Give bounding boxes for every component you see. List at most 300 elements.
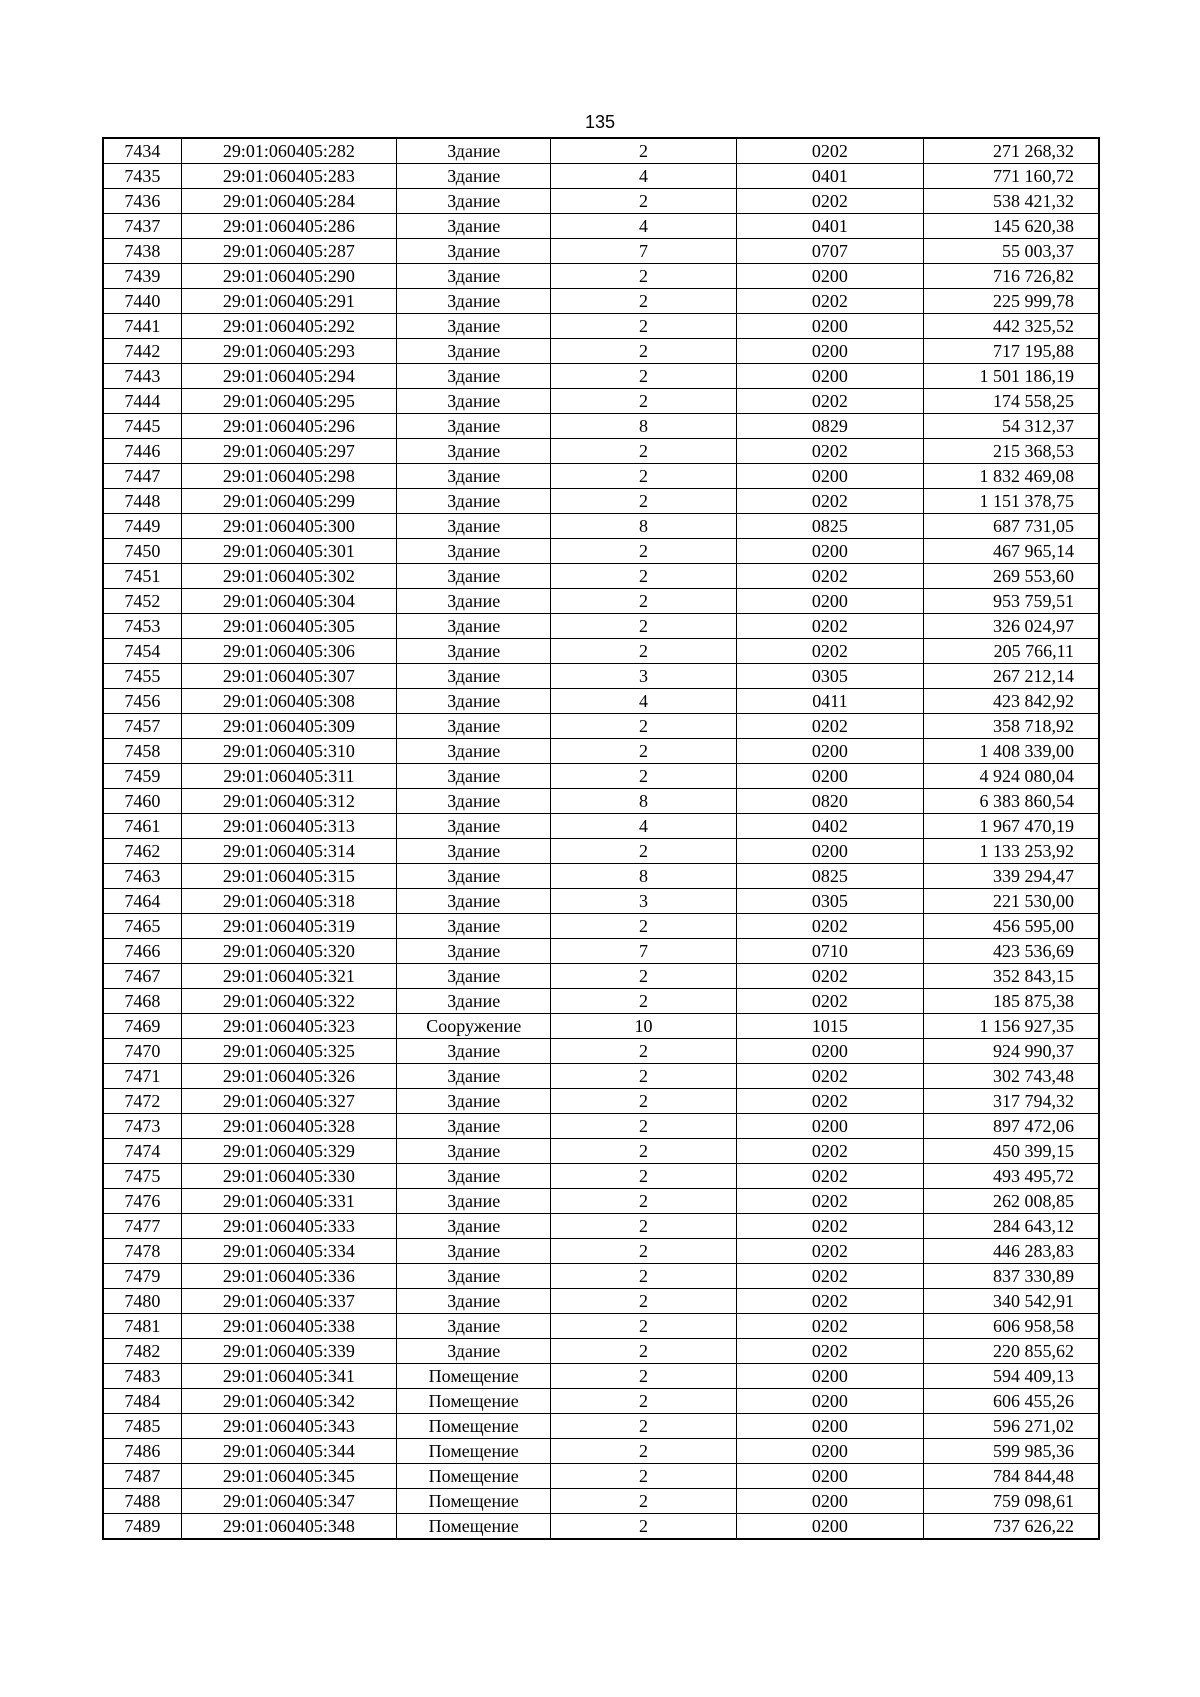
subgroup-code-cell: 0202: [736, 1189, 923, 1214]
cadastral-number-cell: 29:01:060405:300: [181, 514, 396, 539]
group-code-cell: 2: [551, 1214, 736, 1239]
subgroup-code-cell: 0825: [736, 514, 923, 539]
group-code-cell: 3: [551, 889, 736, 914]
cadastral-number-cell: 29:01:060405:341: [181, 1364, 396, 1389]
table-row: [103, 339, 1099, 364]
group-code-cell: 7: [551, 239, 736, 264]
table-row: [103, 964, 1099, 989]
group-code-cell: 2: [551, 839, 736, 864]
table-row: [103, 989, 1099, 1014]
cadastral-value-cell: 493 495,72: [924, 1164, 1099, 1189]
row-number-cell: 7437: [103, 214, 181, 239]
subgroup-code-cell: 0202: [736, 614, 923, 639]
object-type-cell: Здание: [397, 138, 551, 164]
cadastral-value-cell: 596 271,02: [924, 1414, 1099, 1439]
subgroup-code-cell: 0200: [736, 1364, 923, 1389]
group-code-cell: 7: [551, 939, 736, 964]
group-code-cell: 4: [551, 689, 736, 714]
subgroup-code-cell: 0200: [736, 589, 923, 614]
subgroup-code-cell: 0305: [736, 664, 923, 689]
subgroup-code-cell: 0202: [736, 189, 923, 214]
object-type-cell: Помещение: [397, 1514, 551, 1540]
group-code-cell: 2: [551, 989, 736, 1014]
table-row: [103, 1364, 1099, 1389]
table-row: [103, 889, 1099, 914]
cadastral-number-cell: 29:01:060405:333: [181, 1214, 396, 1239]
subgroup-code-cell: 0202: [736, 1064, 923, 1089]
row-number-cell: 7470: [103, 1039, 181, 1064]
cadastral-number-cell: 29:01:060405:313: [181, 814, 396, 839]
group-code-cell: 2: [551, 138, 736, 164]
group-code-cell: 2: [551, 464, 736, 489]
cadastral-number-cell: 29:01:060405:321: [181, 964, 396, 989]
cadastral-value-cell: 326 024,97: [924, 614, 1099, 639]
group-code-cell: 2: [551, 1389, 736, 1414]
table-row: [103, 1139, 1099, 1164]
cadastral-value-cell: 220 855,62: [924, 1339, 1099, 1364]
group-code-cell: 2: [551, 264, 736, 289]
table-row: [103, 364, 1099, 389]
cadastral-number-cell: 29:01:060405:310: [181, 739, 396, 764]
cadastral-number-cell: 29:01:060405:325: [181, 1039, 396, 1064]
group-code-cell: 2: [551, 964, 736, 989]
object-type-cell: Здание: [397, 1264, 551, 1289]
row-number-cell: 7467: [103, 964, 181, 989]
cadastral-value-cell: 737 626,22: [924, 1514, 1099, 1540]
table-row: [103, 164, 1099, 189]
cadastral-value-cell: 358 718,92: [924, 714, 1099, 739]
table-row: [103, 739, 1099, 764]
cadastral-number-cell: 29:01:060405:347: [181, 1489, 396, 1514]
cadastral-value-cell: 538 421,32: [924, 189, 1099, 214]
object-type-cell: Здание: [397, 339, 551, 364]
cadastral-number-cell: 29:01:060405:337: [181, 1289, 396, 1314]
subgroup-code-cell: 0707: [736, 239, 923, 264]
table-row: [103, 1014, 1099, 1039]
subgroup-code-cell: 0825: [736, 864, 923, 889]
object-type-cell: Здание: [397, 1064, 551, 1089]
table-row: [103, 489, 1099, 514]
subgroup-code-cell: 0401: [736, 214, 923, 239]
subgroup-code-cell: 0202: [736, 1314, 923, 1339]
cadastral-value-cell: 317 794,32: [924, 1089, 1099, 1114]
group-code-cell: 2: [551, 389, 736, 414]
object-type-cell: Здание: [397, 914, 551, 939]
table-row: [103, 414, 1099, 439]
subgroup-code-cell: 0202: [736, 1264, 923, 1289]
table-row: [103, 1414, 1099, 1439]
subgroup-code-cell: 0200: [736, 839, 923, 864]
object-type-cell: Здание: [397, 714, 551, 739]
cadastral-number-cell: 29:01:060405:293: [181, 339, 396, 364]
cadastral-value-cell: 446 283,83: [924, 1239, 1099, 1264]
cadastral-number-cell: 29:01:060405:298: [181, 464, 396, 489]
page-number: 135: [584, 112, 616, 132]
object-type-cell: Здание: [397, 464, 551, 489]
group-code-cell: 2: [551, 714, 736, 739]
table-row: [103, 589, 1099, 614]
cadastral-value-cell: 1 967 470,19: [924, 814, 1099, 839]
table-row: [103, 1339, 1099, 1364]
row-number-cell: 7452: [103, 589, 181, 614]
table-row: [103, 914, 1099, 939]
cadastral-value-cell: 225 999,78: [924, 289, 1099, 314]
cadastral-value-cell: 897 472,06: [924, 1114, 1099, 1139]
cadastral-number-cell: 29:01:060405:290: [181, 264, 396, 289]
row-number-cell: 7476: [103, 1189, 181, 1214]
cadastral-number-cell: 29:01:060405:284: [181, 189, 396, 214]
subgroup-code-cell: 0200: [736, 739, 923, 764]
table-row: [103, 439, 1099, 464]
object-type-cell: Здание: [397, 864, 551, 889]
group-code-cell: 2: [551, 489, 736, 514]
row-number-cell: 7442: [103, 339, 181, 364]
row-number-cell: 7478: [103, 1239, 181, 1264]
group-code-cell: 2: [551, 289, 736, 314]
table-row: [103, 1314, 1099, 1339]
cadastral-value-cell: 271 268,32: [924, 138, 1099, 164]
row-number-cell: 7464: [103, 889, 181, 914]
row-number-cell: 7477: [103, 1214, 181, 1239]
cadastral-value-cell: 54 312,37: [924, 414, 1099, 439]
group-code-cell: 8: [551, 414, 736, 439]
object-type-cell: Здание: [397, 439, 551, 464]
object-type-cell: Здание: [397, 1164, 551, 1189]
table-row: [103, 1439, 1099, 1464]
cadastral-number-cell: 29:01:060405:308: [181, 689, 396, 714]
group-code-cell: 2: [551, 1289, 736, 1314]
cadastral-value-cell: 784 844,48: [924, 1464, 1099, 1489]
object-type-cell: Сооружение: [397, 1014, 551, 1039]
group-code-cell: 2: [551, 1039, 736, 1064]
subgroup-code-cell: 0710: [736, 939, 923, 964]
cadastral-value-cell: 606 455,26: [924, 1389, 1099, 1414]
row-number-cell: 7469: [103, 1014, 181, 1039]
row-number-cell: 7462: [103, 839, 181, 864]
object-type-cell: Здание: [397, 639, 551, 664]
row-number-cell: 7487: [103, 1464, 181, 1489]
cadastral-number-cell: 29:01:060405:328: [181, 1114, 396, 1139]
row-number-cell: 7479: [103, 1264, 181, 1289]
cadastral-number-cell: 29:01:060405:344: [181, 1439, 396, 1464]
cadastral-value-cell: 771 160,72: [924, 164, 1099, 189]
object-type-cell: Здание: [397, 1214, 551, 1239]
object-type-cell: Здание: [397, 1289, 551, 1314]
subgroup-code-cell: 1015: [736, 1014, 923, 1039]
table-row: [103, 639, 1099, 664]
object-type-cell: Помещение: [397, 1414, 551, 1439]
row-number-cell: 7488: [103, 1489, 181, 1514]
cadastral-value-cell: 262 008,85: [924, 1189, 1099, 1214]
group-code-cell: 2: [551, 1414, 736, 1439]
cadastral-value-cell: 423 536,69: [924, 939, 1099, 964]
row-number-cell: 7472: [103, 1089, 181, 1114]
cadastral-number-cell: 29:01:060405:307: [181, 664, 396, 689]
cadastral-value-cell: 1 156 927,35: [924, 1014, 1099, 1039]
group-code-cell: 2: [551, 914, 736, 939]
group-code-cell: 4: [551, 214, 736, 239]
subgroup-code-cell: 0305: [736, 889, 923, 914]
object-type-cell: Здание: [397, 1314, 551, 1339]
object-type-cell: Здание: [397, 164, 551, 189]
cadastral-number-cell: 29:01:060405:294: [181, 364, 396, 389]
table-row: [103, 314, 1099, 339]
row-number-cell: 7434: [103, 138, 181, 164]
subgroup-code-cell: 0200: [736, 364, 923, 389]
cadastral-number-cell: 29:01:060405:296: [181, 414, 396, 439]
cadastral-value-cell: 687 731,05: [924, 514, 1099, 539]
table-row: [103, 1514, 1099, 1540]
object-type-cell: Здание: [397, 1089, 551, 1114]
table-row: [103, 1214, 1099, 1239]
cadastral-number-cell: 29:01:060405:342: [181, 1389, 396, 1414]
row-number-cell: 7475: [103, 1164, 181, 1189]
row-number-cell: 7448: [103, 489, 181, 514]
table-row: [103, 664, 1099, 689]
object-type-cell: Помещение: [397, 1439, 551, 1464]
object-type-cell: Помещение: [397, 1364, 551, 1389]
group-code-cell: 2: [551, 614, 736, 639]
table-row: [103, 689, 1099, 714]
table-row: [103, 1114, 1099, 1139]
group-code-cell: 2: [551, 1089, 736, 1114]
cadastral-value-cell: 55 003,37: [924, 239, 1099, 264]
row-number-cell: 7456: [103, 689, 181, 714]
cadastral-number-cell: 29:01:060405:291: [181, 289, 396, 314]
table-row: [103, 789, 1099, 814]
row-number-cell: 7454: [103, 639, 181, 664]
subgroup-code-cell: 0200: [736, 1514, 923, 1540]
group-code-cell: 2: [551, 1189, 736, 1214]
object-type-cell: Здание: [397, 264, 551, 289]
row-number-cell: 7484: [103, 1389, 181, 1414]
subgroup-code-cell: 0200: [736, 539, 923, 564]
group-code-cell: 2: [551, 1139, 736, 1164]
table-row: [103, 1189, 1099, 1214]
cadastral-number-cell: 29:01:060405:306: [181, 639, 396, 664]
cadastral-number-cell: 29:01:060405:334: [181, 1239, 396, 1264]
cadastral-value-cell: 1 151 378,75: [924, 489, 1099, 514]
cadastral-value-cell: 423 842,92: [924, 689, 1099, 714]
cadastral-number-cell: 29:01:060405:309: [181, 714, 396, 739]
table-row: [103, 289, 1099, 314]
object-type-cell: Здание: [397, 839, 551, 864]
cadastral-value-cell: 339 294,47: [924, 864, 1099, 889]
row-number-cell: 7436: [103, 189, 181, 214]
table-row: [103, 814, 1099, 839]
subgroup-code-cell: 0202: [736, 639, 923, 664]
table-row: [103, 189, 1099, 214]
object-type-cell: Помещение: [397, 1489, 551, 1514]
cadastral-value-cell: 352 843,15: [924, 964, 1099, 989]
subgroup-code-cell: 0202: [736, 964, 923, 989]
table-row: [103, 464, 1099, 489]
subgroup-code-cell: 0202: [736, 1139, 923, 1164]
cadastral-value-cell: 606 958,58: [924, 1314, 1099, 1339]
subgroup-code-cell: 0200: [736, 1489, 923, 1514]
row-number-cell: 7483: [103, 1364, 181, 1389]
object-type-cell: Здание: [397, 764, 551, 789]
table-row: [103, 138, 1099, 164]
cadastral-value-cell: 442 325,52: [924, 314, 1099, 339]
subgroup-code-cell: 0200: [736, 464, 923, 489]
group-code-cell: 2: [551, 1064, 736, 1089]
group-code-cell: 4: [551, 164, 736, 189]
cadastral-number-cell: 29:01:060405:319: [181, 914, 396, 939]
row-number-cell: 7485: [103, 1414, 181, 1439]
object-type-cell: Здание: [397, 189, 551, 214]
cadastral-value-cell: 269 553,60: [924, 564, 1099, 589]
cadastral-number-cell: 29:01:060405:345: [181, 1464, 396, 1489]
cadastral-number-cell: 29:01:060405:311: [181, 764, 396, 789]
row-number-cell: 7439: [103, 264, 181, 289]
row-number-cell: 7444: [103, 389, 181, 414]
row-number-cell: 7450: [103, 539, 181, 564]
cadastral-number-cell: 29:01:060405:320: [181, 939, 396, 964]
object-type-cell: Здание: [397, 289, 551, 314]
object-type-cell: Здание: [397, 414, 551, 439]
subgroup-code-cell: 0402: [736, 814, 923, 839]
row-number-cell: 7445: [103, 414, 181, 439]
cadastral-value-cell: 450 399,15: [924, 1139, 1099, 1164]
group-code-cell: 10: [551, 1014, 736, 1039]
cadastral-number-cell: 29:01:060405:302: [181, 564, 396, 589]
table-row: [103, 1389, 1099, 1414]
cadastral-value-cell: 221 530,00: [924, 889, 1099, 914]
subgroup-code-cell: 0200: [736, 1114, 923, 1139]
cadastral-number-cell: 29:01:060405:299: [181, 489, 396, 514]
object-type-cell: Здание: [397, 489, 551, 514]
cadastral-value-cell: 1 832 469,08: [924, 464, 1099, 489]
subgroup-code-cell: 0200: [736, 314, 923, 339]
row-number-cell: 7480: [103, 1289, 181, 1314]
group-code-cell: 2: [551, 589, 736, 614]
object-type-cell: Здание: [397, 739, 551, 764]
group-code-cell: 8: [551, 789, 736, 814]
table-row: [103, 1264, 1099, 1289]
cadastral-number-cell: 29:01:060405:323: [181, 1014, 396, 1039]
cadastral-value-cell: 267 212,14: [924, 664, 1099, 689]
cadastral-value-cell: 145 620,38: [924, 214, 1099, 239]
subgroup-code-cell: 0202: [736, 439, 923, 464]
cadastral-value-cell: 599 985,36: [924, 1439, 1099, 1464]
row-number-cell: 7451: [103, 564, 181, 589]
object-type-cell: Здание: [397, 1139, 551, 1164]
group-code-cell: 2: [551, 1239, 736, 1264]
cadastral-value-cell: 924 990,37: [924, 1039, 1099, 1064]
group-code-cell: 2: [551, 1339, 736, 1364]
group-code-cell: 2: [551, 639, 736, 664]
cadastral-value-cell: 4 924 080,04: [924, 764, 1099, 789]
object-type-cell: Здание: [397, 664, 551, 689]
subgroup-code-cell: 0202: [736, 1089, 923, 1114]
subgroup-code-cell: 0200: [736, 1439, 923, 1464]
subgroup-code-cell: 0202: [736, 138, 923, 164]
object-type-cell: Здание: [397, 1189, 551, 1214]
row-number-cell: 7453: [103, 614, 181, 639]
row-number-cell: 7435: [103, 164, 181, 189]
row-number-cell: 7440: [103, 289, 181, 314]
cadastral-number-cell: 29:01:060405:327: [181, 1089, 396, 1114]
table-row: [103, 239, 1099, 264]
subgroup-code-cell: 0200: [736, 1389, 923, 1414]
row-number-cell: 7461: [103, 814, 181, 839]
cadastral-value-cell: 185 875,38: [924, 989, 1099, 1014]
group-code-cell: 2: [551, 1114, 736, 1139]
group-code-cell: 8: [551, 864, 736, 889]
cadastral-value-cell: 340 542,91: [924, 1289, 1099, 1314]
subgroup-code-cell: 0200: [736, 339, 923, 364]
row-number-cell: 7466: [103, 939, 181, 964]
row-number-cell: 7463: [103, 864, 181, 889]
cadastral-number-cell: 29:01:060405:312: [181, 789, 396, 814]
row-number-cell: 7481: [103, 1314, 181, 1339]
object-type-cell: Здание: [397, 214, 551, 239]
cadastral-number-cell: 29:01:060405:301: [181, 539, 396, 564]
table-row: [103, 1089, 1099, 1114]
object-type-cell: Здание: [397, 514, 551, 539]
subgroup-code-cell: 0411: [736, 689, 923, 714]
subgroup-code-cell: 0202: [736, 1214, 923, 1239]
row-number-cell: 7446: [103, 439, 181, 464]
table-row: [103, 214, 1099, 239]
row-number-cell: 7474: [103, 1139, 181, 1164]
table-row: [103, 1239, 1099, 1264]
object-type-cell: Здание: [397, 539, 551, 564]
table-row: [103, 1289, 1099, 1314]
object-type-cell: Помещение: [397, 1464, 551, 1489]
group-code-cell: 2: [551, 764, 736, 789]
subgroup-code-cell: 0820: [736, 789, 923, 814]
cadastral-value-cell: 1 408 339,00: [924, 739, 1099, 764]
subgroup-code-cell: 0401: [736, 164, 923, 189]
row-number-cell: 7489: [103, 1514, 181, 1540]
cadastral-number-cell: 29:01:060405:282: [181, 138, 396, 164]
row-number-cell: 7460: [103, 789, 181, 814]
cadastral-value-cell: 717 195,88: [924, 339, 1099, 364]
cadastral-number-cell: 29:01:060405:336: [181, 1264, 396, 1289]
row-number-cell: 7473: [103, 1114, 181, 1139]
table-row: [103, 264, 1099, 289]
cadastral-number-cell: 29:01:060405:329: [181, 1139, 396, 1164]
cadastral-value-cell: 456 595,00: [924, 914, 1099, 939]
row-number-cell: 7441: [103, 314, 181, 339]
object-type-cell: Здание: [397, 1039, 551, 1064]
group-code-cell: 2: [551, 1164, 736, 1189]
cadastral-value-cell: 716 726,82: [924, 264, 1099, 289]
table-row: [103, 714, 1099, 739]
cadastral-number-cell: 29:01:060405:283: [181, 164, 396, 189]
cadastral-number-cell: 29:01:060405:339: [181, 1339, 396, 1364]
object-type-cell: Здание: [397, 614, 551, 639]
table-row: [103, 764, 1099, 789]
cadastral-value-cell: 594 409,13: [924, 1364, 1099, 1389]
object-type-cell: Здание: [397, 314, 551, 339]
group-code-cell: 2: [551, 1514, 736, 1540]
subgroup-code-cell: 0200: [736, 1464, 923, 1489]
cadastral-number-cell: 29:01:060405:295: [181, 389, 396, 414]
object-type-cell: Здание: [397, 889, 551, 914]
group-code-cell: 2: [551, 1364, 736, 1389]
table-row: [103, 564, 1099, 589]
cadastral-number-cell: 29:01:060405:304: [181, 589, 396, 614]
cadastral-value-cell: 205 766,11: [924, 639, 1099, 664]
table-row: [103, 839, 1099, 864]
cadastral-value-cell: 215 368,53: [924, 439, 1099, 464]
cadastral-value-cell: 1 501 186,19: [924, 364, 1099, 389]
cadastral-number-cell: 29:01:060405:348: [181, 1514, 396, 1540]
table-row: [103, 1464, 1099, 1489]
